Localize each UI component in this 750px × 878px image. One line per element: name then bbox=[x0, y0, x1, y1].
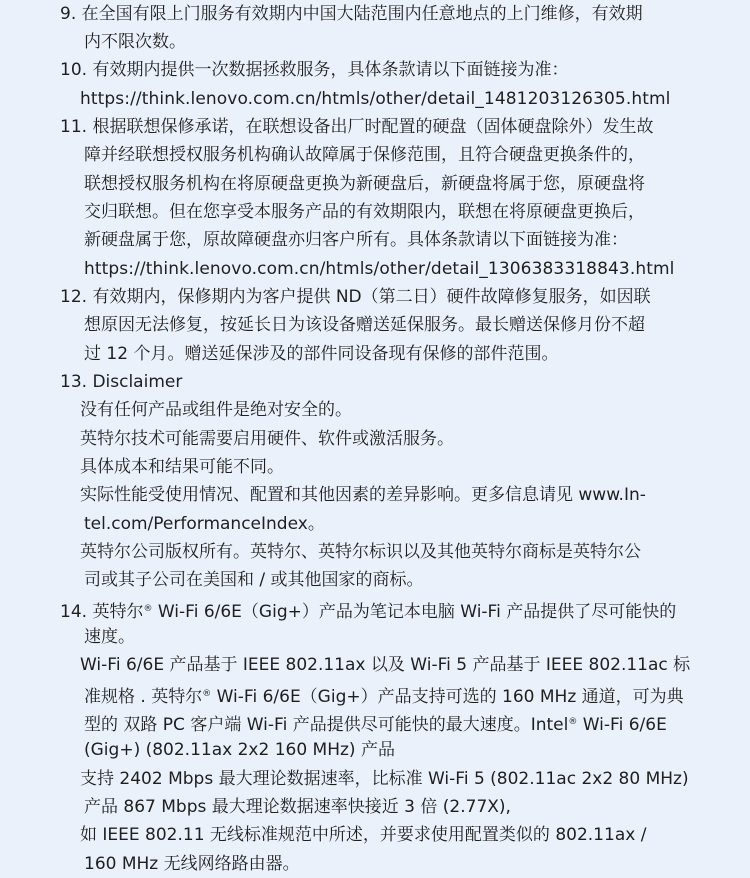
item-11-line-1: 11. 根据联想保修承诺，在联想设备出厂时配置的硬盘（固体硬盘除外）发生故 bbox=[60, 117, 654, 137]
item-12-line-1: 12. 有效期内，保修期内为客户提供 ND（第二日）硬件故障修复服务，如因联 bbox=[60, 287, 651, 307]
item-13-para-3: 具体成本和结果可能不同。 bbox=[80, 457, 284, 477]
item-13-para-4-line-1: 实际性能受使用情况、配置和其他因素的差异影响。更多信息请见 www.In- bbox=[80, 485, 646, 505]
item-14-para-1-line-3 bbox=[84, 708, 667, 736]
item-14-text-b: Wi-Fi 6/6E（Gig+）产品为笔记本电脑 Wi-Fi 产品提供了尽可能快的 bbox=[152, 602, 677, 622]
item-14-p1c-a: 型的 双路 PC 客户端 Wi-Fi 产品提供尽可能快的最大速度。Intel bbox=[84, 715, 569, 735]
item-10-line-1: 10. 有效期内提供一次数据拯救服务，具体条款请以下面链接为准： bbox=[60, 60, 569, 80]
item-13-para-1: 没有任何产品或组件是绝对安全的。 bbox=[80, 400, 352, 420]
item-14-para-1-line-1: Wi-Fi 6/6E 产品基于 IEEE 802.11ax 以及 Wi-Fi 5 产品基于 IEEE 802.11ac 标 bbox=[80, 655, 691, 675]
item-11-line-5: 新硬盘属于您，原故障硬盘亦归客户所有。具体条款请以下面链接为准： bbox=[84, 230, 628, 250]
item-14-para-3-line-1: 如 IEEE 802.11 无线标准规范中所述，并要求使用配置类似的 802.11ax / bbox=[80, 825, 647, 845]
registered-mark: ® bbox=[143, 604, 153, 614]
item-14-para-3-line-2: 160 MHz 无线网络路由器。 bbox=[84, 854, 300, 874]
item-9-line-2: 内不限次数。 bbox=[84, 32, 186, 52]
item-11-line-4: 交归联想。但在您享受本服务产品的有效期限内，联想在将原硬盘更换后， bbox=[84, 202, 645, 222]
registered-mark: ® bbox=[202, 689, 212, 699]
item-12-line-3: 过 12 个月。赠送延保涉及的部件同设备现有保修的部件范围。 bbox=[84, 344, 559, 364]
item-13-para-2: 英特尔技术可能需要启用硬件、软件或激活服务。 bbox=[80, 429, 454, 449]
item-11-line-2: 障并经联想授权服务机构确认故障属于保修范围，且符合硬盘更换条件的， bbox=[84, 145, 645, 165]
item-14-text-a: 14. 英特尔 bbox=[60, 602, 144, 622]
item-14-line-2: 速度。 bbox=[84, 627, 135, 647]
item-13-para-5-line-2: 司或其子公司在美国和 / 或其他国家的商标。 bbox=[84, 570, 424, 590]
item-14-para-1-line-4: (Gig+) (802.11ax 2x2 160 MHz) 产品 bbox=[84, 740, 395, 760]
item-14-p1b-a: 准规格 . 英特尔 bbox=[84, 687, 203, 707]
item-14-para-2-line-2: 产品 867 Mbps 最大理论数据速率快接近 3 倍 (2.77X), bbox=[84, 797, 511, 817]
item-10-link[interactable]: https://think.lenovo.com.cn/htmls/other/detail_1481203126305.html bbox=[80, 89, 671, 109]
item-13-para-4-line-2: tel.com/PerformanceIndex。 bbox=[84, 514, 325, 534]
item-11-link[interactable]: https://think.lenovo.com.cn/htmls/other/detail_1306383318843.html bbox=[84, 259, 675, 279]
item-14-para-1-line-2 bbox=[84, 680, 684, 708]
item-13-para-5-line-1: 英特尔公司版权所有。英特尔、英特尔标识以及其他英特尔商标是英特尔公 bbox=[80, 542, 641, 562]
item-14-para-2-line-1: 支持 2402 Mbps 最大理论数据速率，比标准 Wi-Fi 5 (802.11ac 2x2 80 MHz) bbox=[80, 769, 689, 789]
item-11-line-3: 联想授权服务机构在将原硬盘更换为新硬盘后，新硬盘将属于您，原硬盘将 bbox=[84, 174, 645, 194]
item-9-line-1: 9. 在全国有限上门服务有效期内中国大陆范围内任意地点的上门维修，有效期 bbox=[60, 4, 643, 24]
item-14-p1b-b: Wi-Fi 6/6E（Gig+）产品支持可选的 160 MHz 通道，可为典 bbox=[211, 687, 684, 707]
item-13-heading: 13. Disclaimer bbox=[60, 372, 183, 392]
registered-mark: ® bbox=[568, 717, 578, 727]
item-14-line-1 bbox=[60, 595, 676, 623]
item-12-line-2: 想原因无法修复，按延长日为该设备赠送延保服务。最长赠送保修月份不超 bbox=[84, 315, 645, 335]
item-14-p1c-b: Wi-Fi 6/6E bbox=[577, 715, 667, 735]
